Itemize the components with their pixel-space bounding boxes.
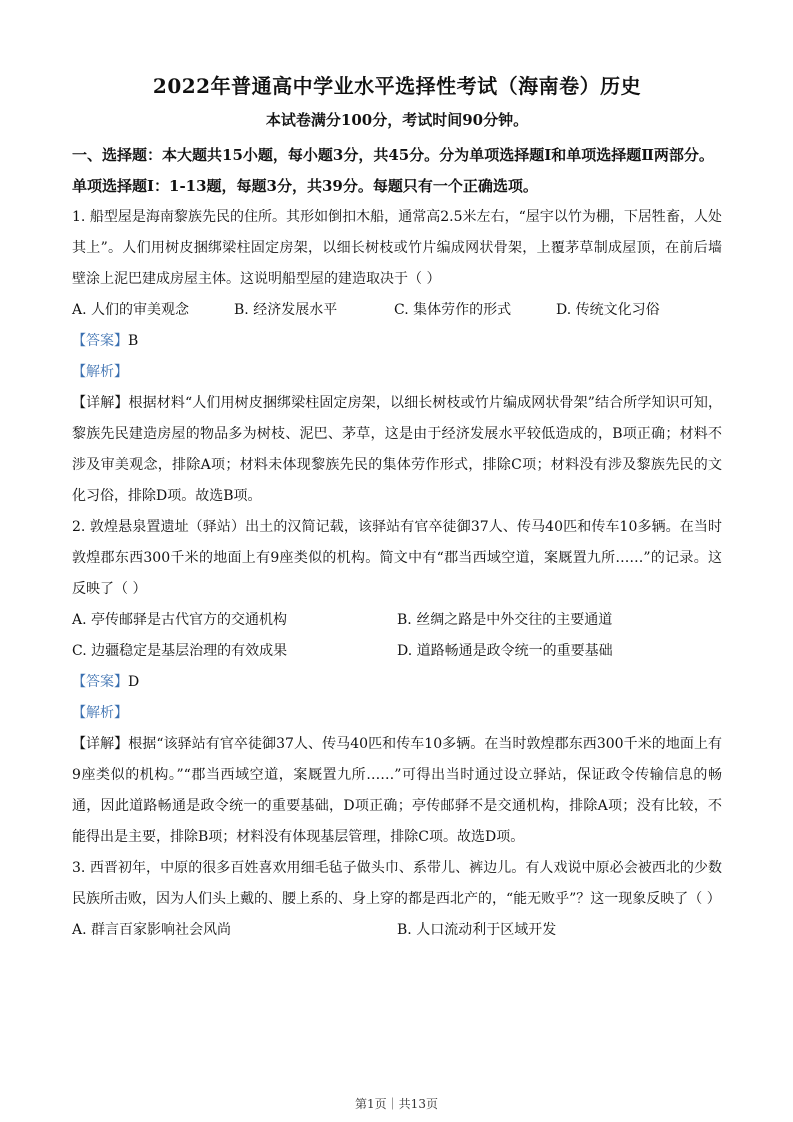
section-heading: 一、选择题：本大题共15小题，每小题3分，共45分。分为单项选择题Ⅰ和单项选择题Ⅱ两部分。: [72, 146, 714, 164]
option-c: C. 集体劳作的形式: [394, 302, 512, 318]
option-a: A. 亭传邮驿是古代官方的交通机构: [72, 612, 288, 628]
option-b: B. 丝绸之路是中外交往的主要通道: [397, 612, 613, 628]
detail-text: 根据“该驿站有官卒徒御37人、传马40匹和传车10多辆。在当时敦煌郡东西300千米的地面上有9座类似的机构。”“郡当西域空道，案厩置九所……”可得出当时通过设立驿站，保证政令传输信息的畅通，因此道路畅通是政令统一的重要基础，D项正确；亭传邮驿不是交通机构，排除A项；没有比较，不能得出是主要，排除B项；材料没有体现基层管理，排除C项。故选D项。: [72, 736, 722, 845]
detail-tag: 【详解】: [72, 395, 129, 411]
analysis-tag: 【解析】: [72, 364, 128, 380]
answer-tag: 【答案】: [72, 333, 128, 349]
question-2-analysis: [72, 698, 722, 729]
option-d: D. 传统文化习俗: [556, 302, 660, 318]
question-3-options: [72, 915, 722, 946]
page-footer: 第1页｜共13页: [355, 1097, 438, 1111]
analysis-tag: 【解析】: [72, 705, 128, 721]
question-2-answer: [72, 667, 722, 698]
question-1-answer: [72, 326, 722, 357]
exam-info: 本试卷满分100分，考试时间90分钟。: [265, 111, 529, 129]
question-1-detail: [72, 388, 722, 512]
option-b: B. 人口流动利于区域开发: [397, 922, 557, 938]
question-2-options: [72, 605, 722, 667]
option-a: A. 群言百家影响社会风尚: [72, 922, 232, 938]
question-3-stem: 3. 西晋初年，中原的很多百姓喜欢用细毛毡子做头巾、系带儿、裤边儿。有人戏说中原必会被西北的少数民族所击败，因为人们头上戴的、腰上系的、身上穿的都是西北产的，“能无败乎”？这一现象反映了（ ）: [72, 860, 722, 907]
answer-value: B: [128, 333, 139, 349]
option-c: C. 边疆稳定是基层治理的有效成果: [72, 643, 288, 659]
answer-value: D: [128, 674, 140, 690]
question-2-detail: [72, 729, 722, 853]
question-1-options: [72, 295, 722, 326]
option-b: B. 经济发展水平: [234, 302, 338, 318]
document-page: [72, 62, 722, 946]
option-d: D. 道路畅通是政令统一的重要基础: [397, 643, 613, 659]
detail-text: 根据材料“人们用树皮捆绑梁柱固定房架，以细长树枝或竹片编成网状骨架”结合所学知识可知，黎族先民建造房屋的物品多为树枝、泥巴、茅草，这是由于经济发展水平较低造成的，B项正确；材料不涉及审美观念，排除A项；材料未体现黎族先民的集体劳作形式，排除C项；材料没有涉及黎族先民的文化习俗，排除D项。故选B项。: [72, 395, 723, 504]
option-a: A. 人们的审美观念: [72, 302, 190, 318]
detail-tag: 【详解】: [72, 736, 129, 752]
subsection-heading: 单项选择题Ⅰ：1-13题，每题3分，共39分。每题只有一个正确选项。: [72, 177, 538, 195]
page-title: 2022年普通高中学业水平选择性考试（海南卷）历史: [152, 74, 642, 98]
question-2-stem: 2. 敦煌悬泉置遗址（驿站）出土的汉简记载，该驿站有官卒徒御37人、传马40匹和传车10多辆。在当时敦煌郡东西300千米的地面上有9座类似的机构。简文中有“郡当西域空道，案厩置九所……”的记录。这反映了（ ）: [72, 519, 722, 597]
question-1-stem: 1. 船型屋是海南黎族先民的住所。其形如倒扣木船，通常高2.5米左右，“屋宇以竹为棚，下居牲畜，人处其上”。人们用树皮捆绑梁柱固定房架，以细长树枝或竹片编成网状骨架，上覆茅草制成屋顶，在前后墙壁涂上泥巴建成房屋主体。这说明船型屋的建造取决于（ ）: [72, 209, 722, 287]
answer-tag: 【答案】: [72, 674, 128, 690]
question-1-analysis: [72, 357, 722, 388]
